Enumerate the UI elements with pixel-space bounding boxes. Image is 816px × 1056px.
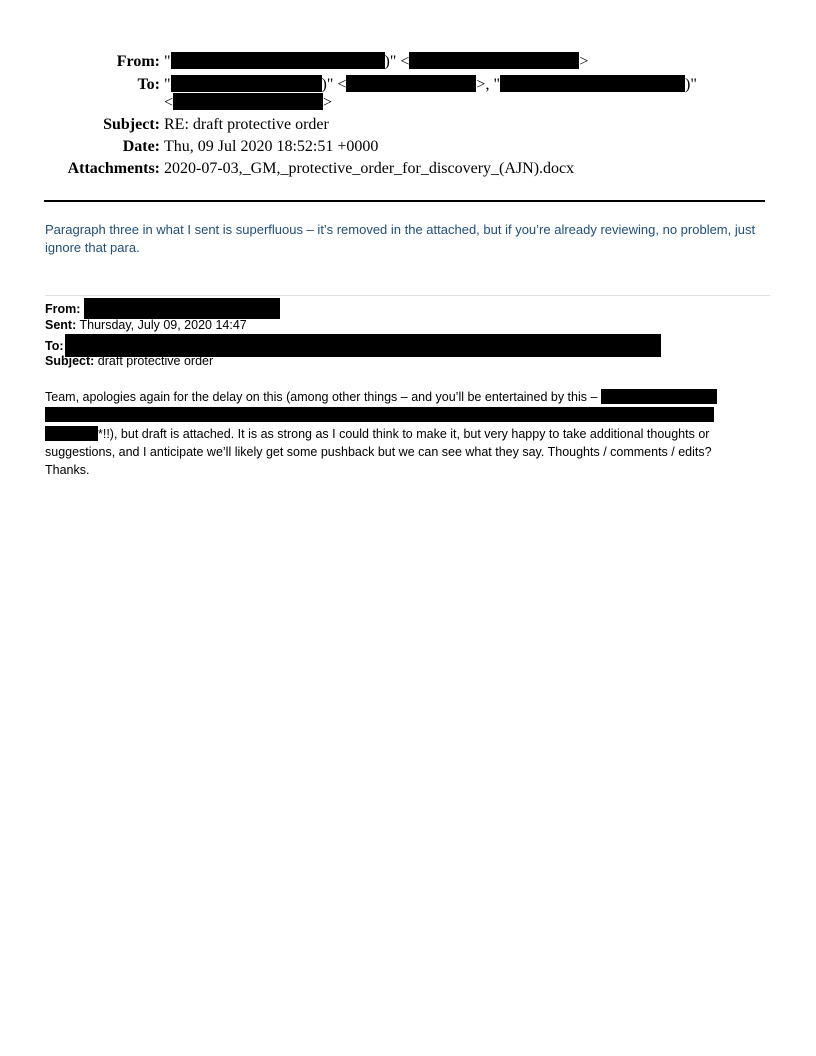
redaction-block [171,52,385,69]
header-from-label: From: [116,53,160,70]
redaction-block [500,75,685,92]
redaction-block [601,389,717,404]
original-sent-row [45,316,247,334]
original-from-label: From: [45,302,81,316]
redaction-block [409,52,579,69]
header-to-value: " )" < >, " )" [164,76,697,93]
body-text-part1: Team, apologies again for the delay on this (among other things – and you’ll be entertained by this – [45,390,601,404]
header-attachments-value: 2020-07-03,_GM,_protective_order_for_discovery_(AJN).docx [164,160,575,177]
header-attachments-label: Attachments: [67,160,160,177]
header-divider [44,200,765,202]
header-date-value: Thu, 09 Jul 2020 18:52:51 +0000 [164,138,379,155]
original-sent-label: Sent: [45,318,77,332]
redaction-block [45,426,98,441]
header-from-value: " )" < > [164,53,589,70]
header-date-label: Date: [122,138,160,155]
redaction-block [173,93,323,110]
original-sent-value: Thursday, July 09, 2020 14:47 [79,318,247,332]
redaction-block [45,407,714,422]
header-subject-value: RE: draft protective order [164,116,329,133]
body-text-part2: *!!), but draft is attached. It is as strong as I could think to make it, but very happy to take additional thoughts or suggestions, and I anticipate we’ll likely get some pushback but we can see what they say. Thoughts / comments / edits? [45,426,712,459]
redaction-block [346,75,476,92]
reply-message: Paragraph three in what I sent is superfluous – it’s removed in the attached, but if you’re already reviewing, no problem, just ignore that para. [45,222,756,255]
quoted-divider [45,295,770,296]
header-to-label: To: [137,76,160,93]
original-to-label: To: [45,339,64,353]
original-subject-label: Subject: [45,354,95,368]
original-subject-row [45,352,213,370]
redaction-block [171,75,322,92]
original-subject-value: draft protective order [97,354,214,368]
header-to-value-line2: < > [164,94,333,111]
body-text-part3: Thanks. [45,463,90,478]
message-body [45,388,773,479]
header-subject-label: Subject: [103,116,160,133]
